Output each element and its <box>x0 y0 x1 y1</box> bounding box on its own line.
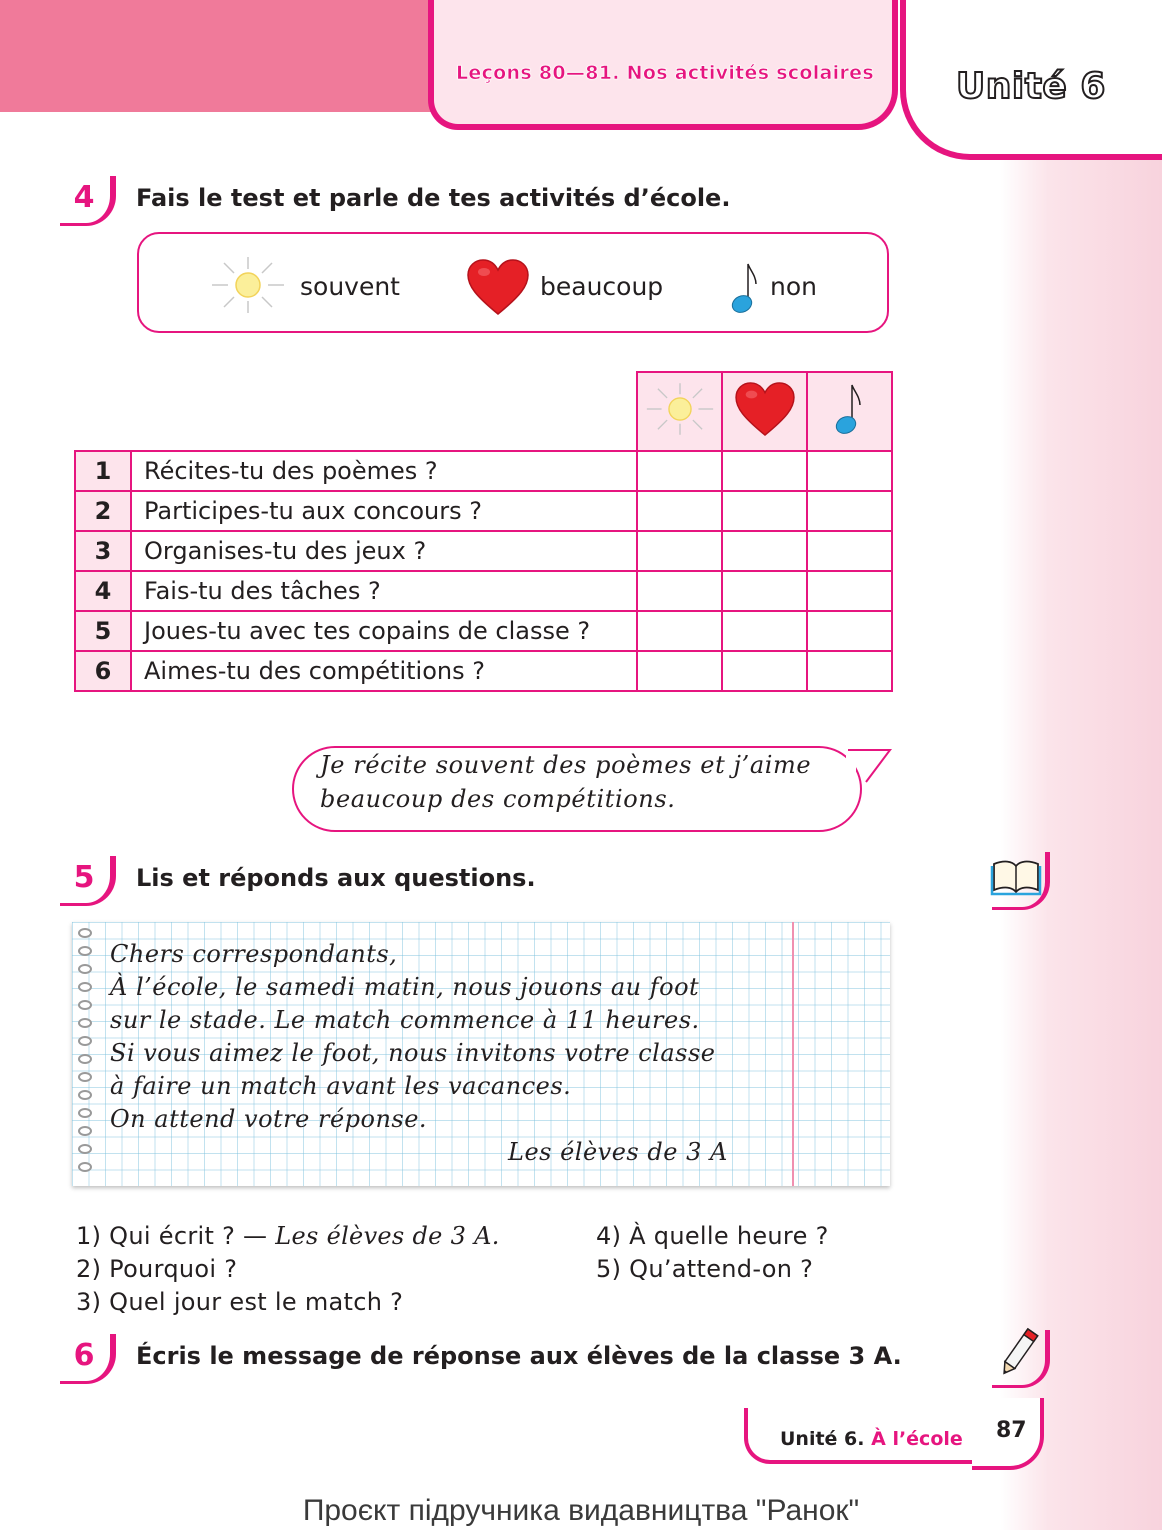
answer-cell-souvent[interactable] <box>637 531 722 571</box>
book-icon <box>990 856 1042 896</box>
answer-cell-beaucoup[interactable] <box>722 531 807 571</box>
ring <box>78 1090 92 1100</box>
legend-heart-label: beaucoup <box>540 272 664 301</box>
footer-unit-title <box>780 1428 963 1450</box>
ring <box>78 1162 92 1172</box>
table-row <box>75 571 892 611</box>
ring <box>78 1108 92 1118</box>
answer-cell-souvent[interactable] <box>637 651 722 691</box>
exercise-4-instruction: Fais le test et parle de tes activités d’école. <box>136 184 731 212</box>
header-sun-cell <box>637 372 722 451</box>
speech-bubble-tail <box>846 746 892 786</box>
letter-line-1: À l’école, le samedi matin, nous jouons au foot <box>110 973 700 1001</box>
exercise-5-instruction: Lis et réponds aux questions. <box>136 864 536 892</box>
exercise-5-number: 5 <box>73 860 95 895</box>
question-3: 3) Quel jour est le match ? <box>76 1288 404 1316</box>
answer-cell-non[interactable] <box>807 571 892 611</box>
example-bubble-text <box>320 748 850 816</box>
letter-line-4: à faire un match avant les vacances. <box>110 1072 572 1100</box>
answer-cell-beaucoup[interactable] <box>722 611 807 651</box>
ring <box>78 1054 92 1064</box>
table-row <box>75 651 892 691</box>
row-question: Participes-tu aux concours ? <box>131 491 637 531</box>
row-question: Récites-tu des poèmes ? <box>131 451 637 491</box>
table-header-row <box>75 372 892 451</box>
row-question: Aimes-tu des compétitions ? <box>131 651 637 691</box>
exercise-6-number: 6 <box>73 1338 95 1373</box>
answer-cell-beaucoup[interactable] <box>722 571 807 611</box>
exercise-6-instruction: Écris le message de réponse aux élèves de la classe 3 A. <box>136 1342 902 1370</box>
question-1-answer: Les élèves de 3 A. <box>275 1222 500 1250</box>
exercise-4-number: 4 <box>73 180 95 215</box>
answer-cell-souvent[interactable] <box>637 451 722 491</box>
footer-unit: Unité 6. <box>780 1428 865 1450</box>
answer-cell-non[interactable] <box>807 611 892 651</box>
ring <box>78 928 92 938</box>
question-2: 2) Pourquoi ? <box>76 1255 238 1283</box>
answer-cell-beaucoup[interactable] <box>722 651 807 691</box>
activity-test-table <box>74 371 893 692</box>
page-number: 87 <box>996 1418 1027 1443</box>
table-row <box>75 531 892 571</box>
question-1-prefix: 1) Qui écrit ? — <box>76 1222 276 1250</box>
question-1 <box>76 1222 500 1250</box>
answer-cell-beaucoup[interactable] <box>722 451 807 491</box>
row-number: 5 <box>75 611 131 651</box>
row-number: 1 <box>75 451 131 491</box>
ring <box>78 1144 92 1154</box>
letter-line-5: On attend votre réponse. <box>110 1105 428 1133</box>
heart-icon <box>734 381 796 437</box>
legend-sun-label: souvent <box>300 272 400 301</box>
letter-greeting: Chers correspondants, <box>110 940 398 968</box>
answer-cell-non[interactable] <box>807 651 892 691</box>
letter-line-3: Si vous aimez le foot, nous invitons votre classe <box>110 1039 716 1067</box>
header-blank <box>75 372 637 451</box>
answer-cell-souvent[interactable] <box>637 491 722 531</box>
letter-line-2: sur le stade. Le match commence à 11 heures. <box>110 1006 700 1034</box>
row-question: Joues-tu avec tes copains de classe ? <box>131 611 637 651</box>
question-4: 4) À quelle heure ? <box>596 1222 829 1250</box>
ring <box>78 1126 92 1136</box>
row-number: 6 <box>75 651 131 691</box>
side-band <box>1000 0 1162 1530</box>
ring <box>78 964 92 974</box>
sun-icon <box>645 379 715 439</box>
table-row <box>75 451 892 491</box>
answer-cell-non[interactable] <box>807 491 892 531</box>
table-row <box>75 611 892 651</box>
unit-label: Unité 6 <box>956 66 1106 107</box>
bubble-line-1: Je récite souvent des poèmes et j’aime <box>320 751 812 779</box>
table-row <box>75 491 892 531</box>
header-note-cell <box>807 372 892 451</box>
notebook-margin-line <box>792 922 794 1186</box>
row-number: 3 <box>75 531 131 571</box>
ring <box>78 946 92 956</box>
answer-cell-souvent[interactable] <box>637 611 722 651</box>
header-heart-cell <box>722 372 807 451</box>
lesson-title: Leçons 80—81. Nos activités scolaires <box>456 62 874 84</box>
sun-icon <box>210 255 286 315</box>
music-note-icon <box>834 381 866 437</box>
bubble-line-2: beaucoup des compétitions. <box>320 785 676 813</box>
top-band <box>0 0 470 112</box>
ring <box>78 1018 92 1028</box>
row-number: 4 <box>75 571 131 611</box>
ring <box>78 982 92 992</box>
heart-icon <box>466 258 530 316</box>
publisher-watermark: Проєкт підручника видавництва "Ранок" <box>302 1494 860 1527</box>
footer-school: À l’école <box>871 1428 963 1450</box>
legend-note-label: non <box>770 272 817 301</box>
ring <box>78 1072 92 1082</box>
row-question: Fais-tu des tâches ? <box>131 571 637 611</box>
letter-signature: Les élèves de 3 A <box>508 1138 728 1166</box>
answer-cell-beaucoup[interactable] <box>722 491 807 531</box>
ring <box>78 1036 92 1046</box>
question-5: 5) Qu’attend-on ? <box>596 1255 814 1283</box>
answer-cell-non[interactable] <box>807 531 892 571</box>
answer-cell-non[interactable] <box>807 451 892 491</box>
row-question: Organises-tu des jeux ? <box>131 531 637 571</box>
answer-cell-souvent[interactable] <box>637 571 722 611</box>
row-number: 2 <box>75 491 131 531</box>
pencil-icon <box>994 1324 1044 1380</box>
ring <box>78 1000 92 1010</box>
music-note-icon <box>730 260 762 316</box>
